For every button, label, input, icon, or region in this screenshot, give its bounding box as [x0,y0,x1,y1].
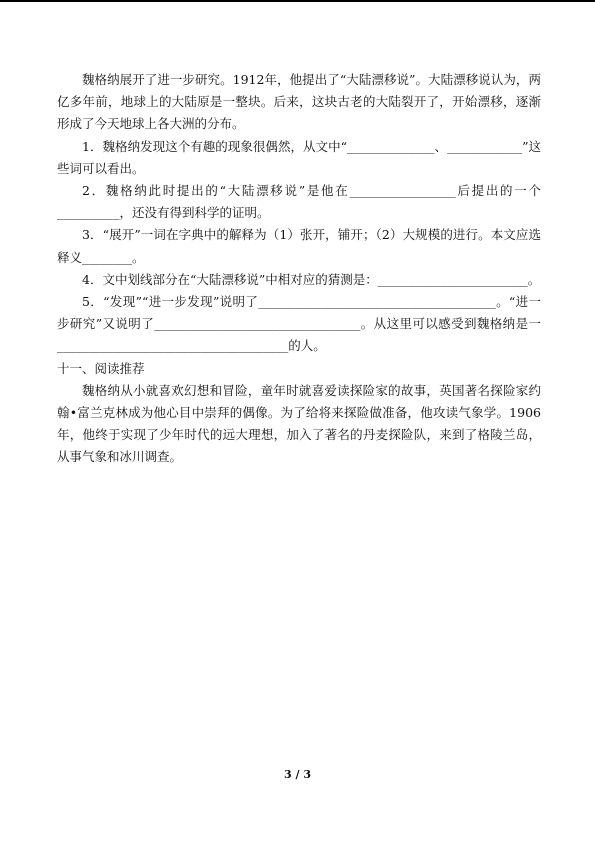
header-rule [0,0,595,2]
passage-paragraph: 魏格纳展开了进一步研究。1912年，他提出了“大陆漂移说”。大陆漂移说认为，两亿多年前，地球上的大陆原是一整块。后来，这块古老的大陆裂开了，开始漂移，逐渐形成了今天地球上各大洲的分布。 [57,72,541,132]
question-2: 2．魏格纳此时提出的“大陆漂移说”是他在_________________后提出的一个__________，还没有得到科学的证明。 [57,183,541,221]
question-3: 3．“展开”一词在字典中的解释为（1）张开，铺开；（2）大规模的进行。本文应选释义________。 [57,227,541,265]
page-number: 3 / 3 [284,768,311,781]
question-5: 5．“发现”“进一步发现”说明了______________________________________。“进一步研究”又说明了_________________________________。从这里可以感受到魏格纳是一_____________________________________的人。 [57,294,541,354]
question-4: 4．文中划线部分在“大陆漂移说”中相对应的猜测是：________________________。 [82,271,541,287]
document-body [57,69,541,469]
question-1: 1．魏格纳发现这个有趣的现象很偶然，从文中“______________、____________”这些词可以看出。 [57,138,541,176]
section-title: 十一、阅读推荐 [57,360,145,376]
reading-recommendation-paragraph: 魏格纳从小就喜欢幻想和冒险，童年时就喜爱读探险家的故事，英国著名探险家约翰•富兰克林成为他心目中崇拜的偶像。为了给将来探险做准备，他攻读气象学。1906年，他终于实现了少年时代的远大理想，加入了著名的丹麦探险队，来到了格陵兰岛，从事气象和冰川调查。 [57,382,541,465]
